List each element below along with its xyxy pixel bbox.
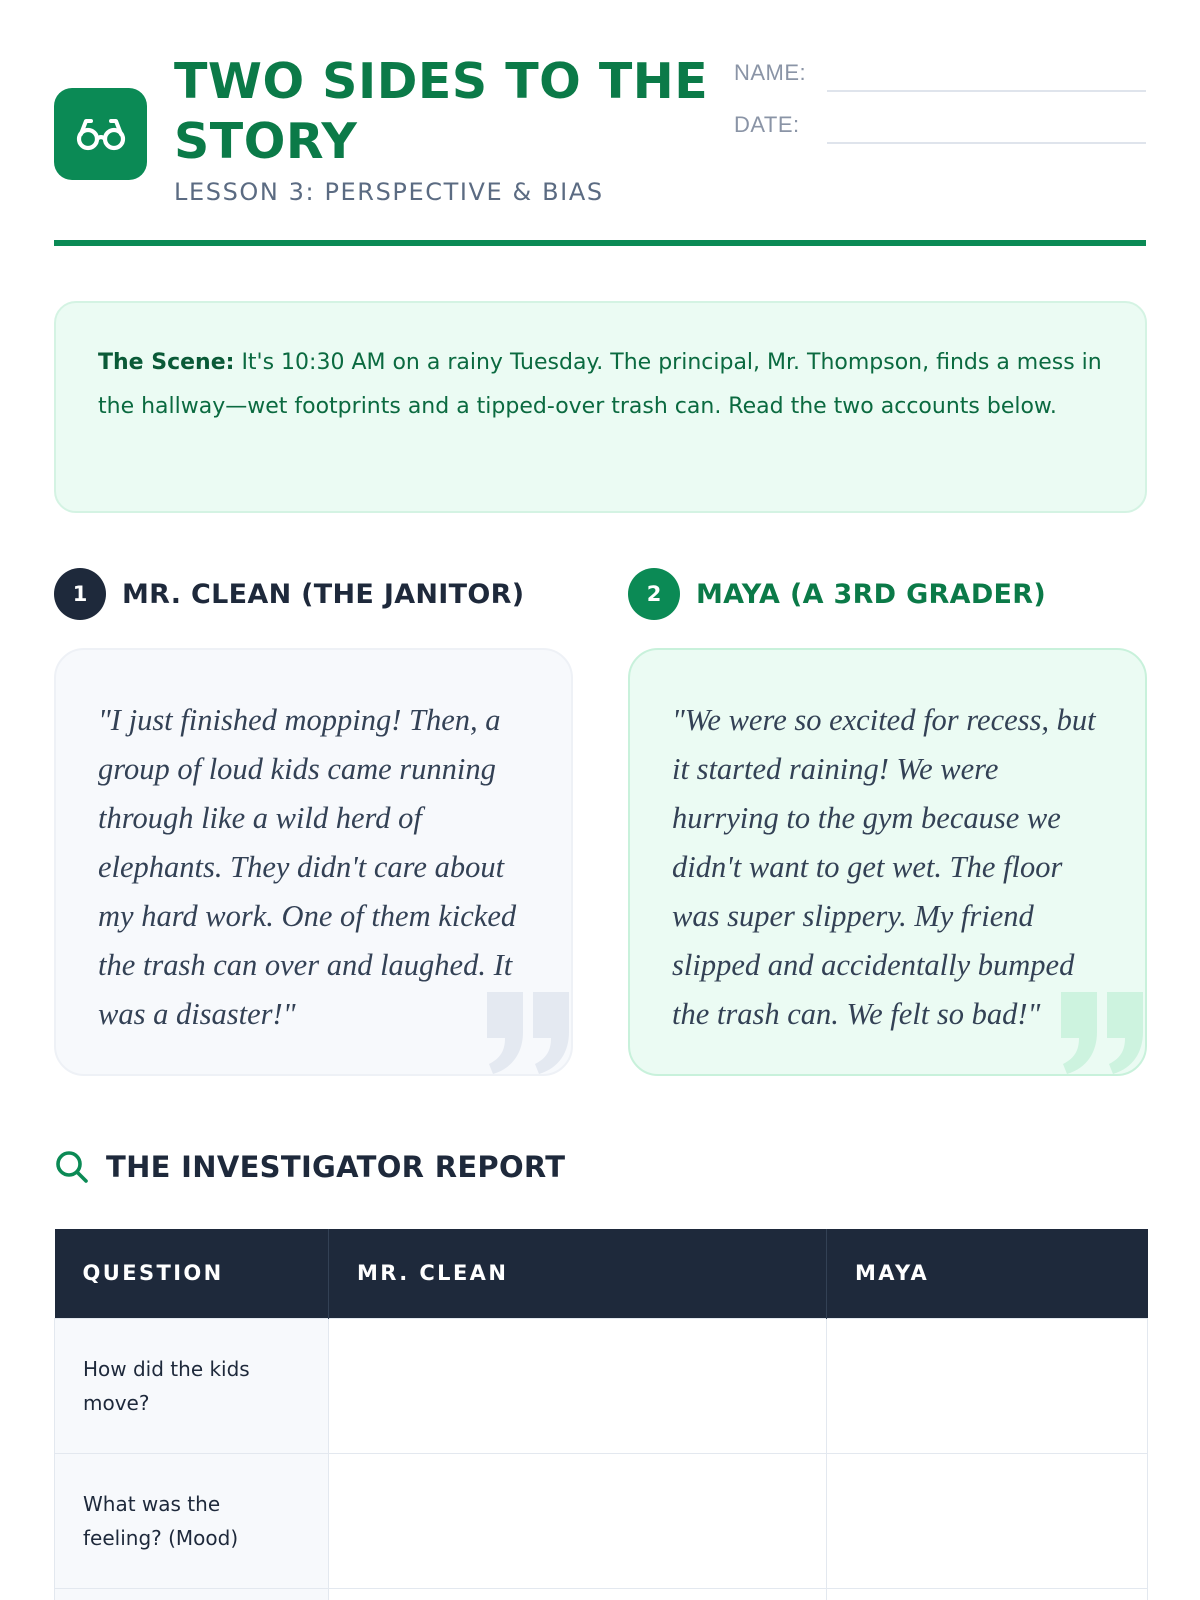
name-label: NAME:: [734, 60, 807, 85]
perspective-2-quote-card: [628, 648, 1147, 1076]
mr-clean-answer-cell[interactable]: [329, 1588, 827, 1600]
date-write-line[interactable]: [827, 142, 1146, 144]
column-header-maya: MAYA: [827, 1229, 1148, 1318]
table-row: [55, 1588, 1148, 1600]
search-icon: [54, 1149, 90, 1185]
name-write-line[interactable]: [827, 90, 1146, 92]
header-divider: [54, 240, 1146, 246]
date-label: DATE:: [734, 112, 800, 137]
perspective-1-title: MR. CLEAN (THE JANITOR): [122, 578, 525, 610]
investigator-report-table: [54, 1229, 1148, 1600]
logo-badge: [54, 88, 147, 180]
perspective-2-heading: [628, 568, 1046, 620]
glasses-icon: [74, 114, 128, 154]
scene-text: It's 10:30 AM on a rainy Tuesday. The principal, Mr. Thompson, finds a mess in the hallway—wet footprints and a tipped-over trash can. Read the two accounts below.: [98, 350, 1102, 419]
scene-box: [54, 301, 1147, 513]
name-field[interactable]: [734, 56, 1146, 96]
perspective-1-quote: "I just finished mopping! Then, a group of loud kids came running through like a wild herd of elephants. They didn't care about my hard work. One of them kicked the trash can over and laughed. It was a disaster!": [98, 703, 517, 1031]
date-field[interactable]: [734, 108, 1146, 148]
table-header-row: [55, 1229, 1148, 1318]
perspective-2-quote: "We were so excited for recess, but it started raining! We were hurrying to the gym because we didn't want to get wet. The floor was super slippery. My friend slipped and accidentally bumped the trash can. We felt so bad!": [672, 703, 1096, 1031]
maya-answer-cell[interactable]: [827, 1318, 1148, 1453]
lesson-subtitle: LESSON 3: PERSPECTIVE & BIAS: [174, 178, 604, 206]
report-title: THE INVESTIGATOR REPORT: [106, 1150, 566, 1184]
quote-mark-icon: [483, 986, 573, 1076]
mr-clean-answer-cell[interactable]: [329, 1318, 827, 1453]
perspective-2-title: MAYA (A 3RD GRADER): [696, 578, 1047, 610]
table-row: [55, 1318, 1148, 1453]
mr-clean-answer-cell[interactable]: [329, 1453, 827, 1588]
question-cell: How did the kids move?: [55, 1318, 329, 1453]
column-header-question: QUESTION: [55, 1229, 329, 1318]
column-header-mr-clean: MR. CLEAN: [329, 1229, 827, 1318]
maya-answer-cell[interactable]: [827, 1588, 1148, 1600]
maya-answer-cell[interactable]: [827, 1453, 1148, 1588]
report-heading: [54, 1142, 565, 1192]
perspective-2-number-badge: 2: [628, 568, 680, 620]
quote-mark-icon: [1057, 986, 1147, 1076]
question-cell: [55, 1588, 329, 1600]
perspective-1-heading: [54, 568, 524, 620]
scene-label: The Scene:: [98, 350, 235, 375]
worksheet-header: [54, 0, 1146, 246]
perspective-1-number-badge: 1: [54, 568, 106, 620]
perspective-1-quote-card: [54, 648, 573, 1076]
page-title: TWO SIDES TO THE STORY: [174, 53, 709, 170]
question-cell: What was the feeling? (Mood): [55, 1453, 329, 1588]
table-row: [55, 1453, 1148, 1588]
